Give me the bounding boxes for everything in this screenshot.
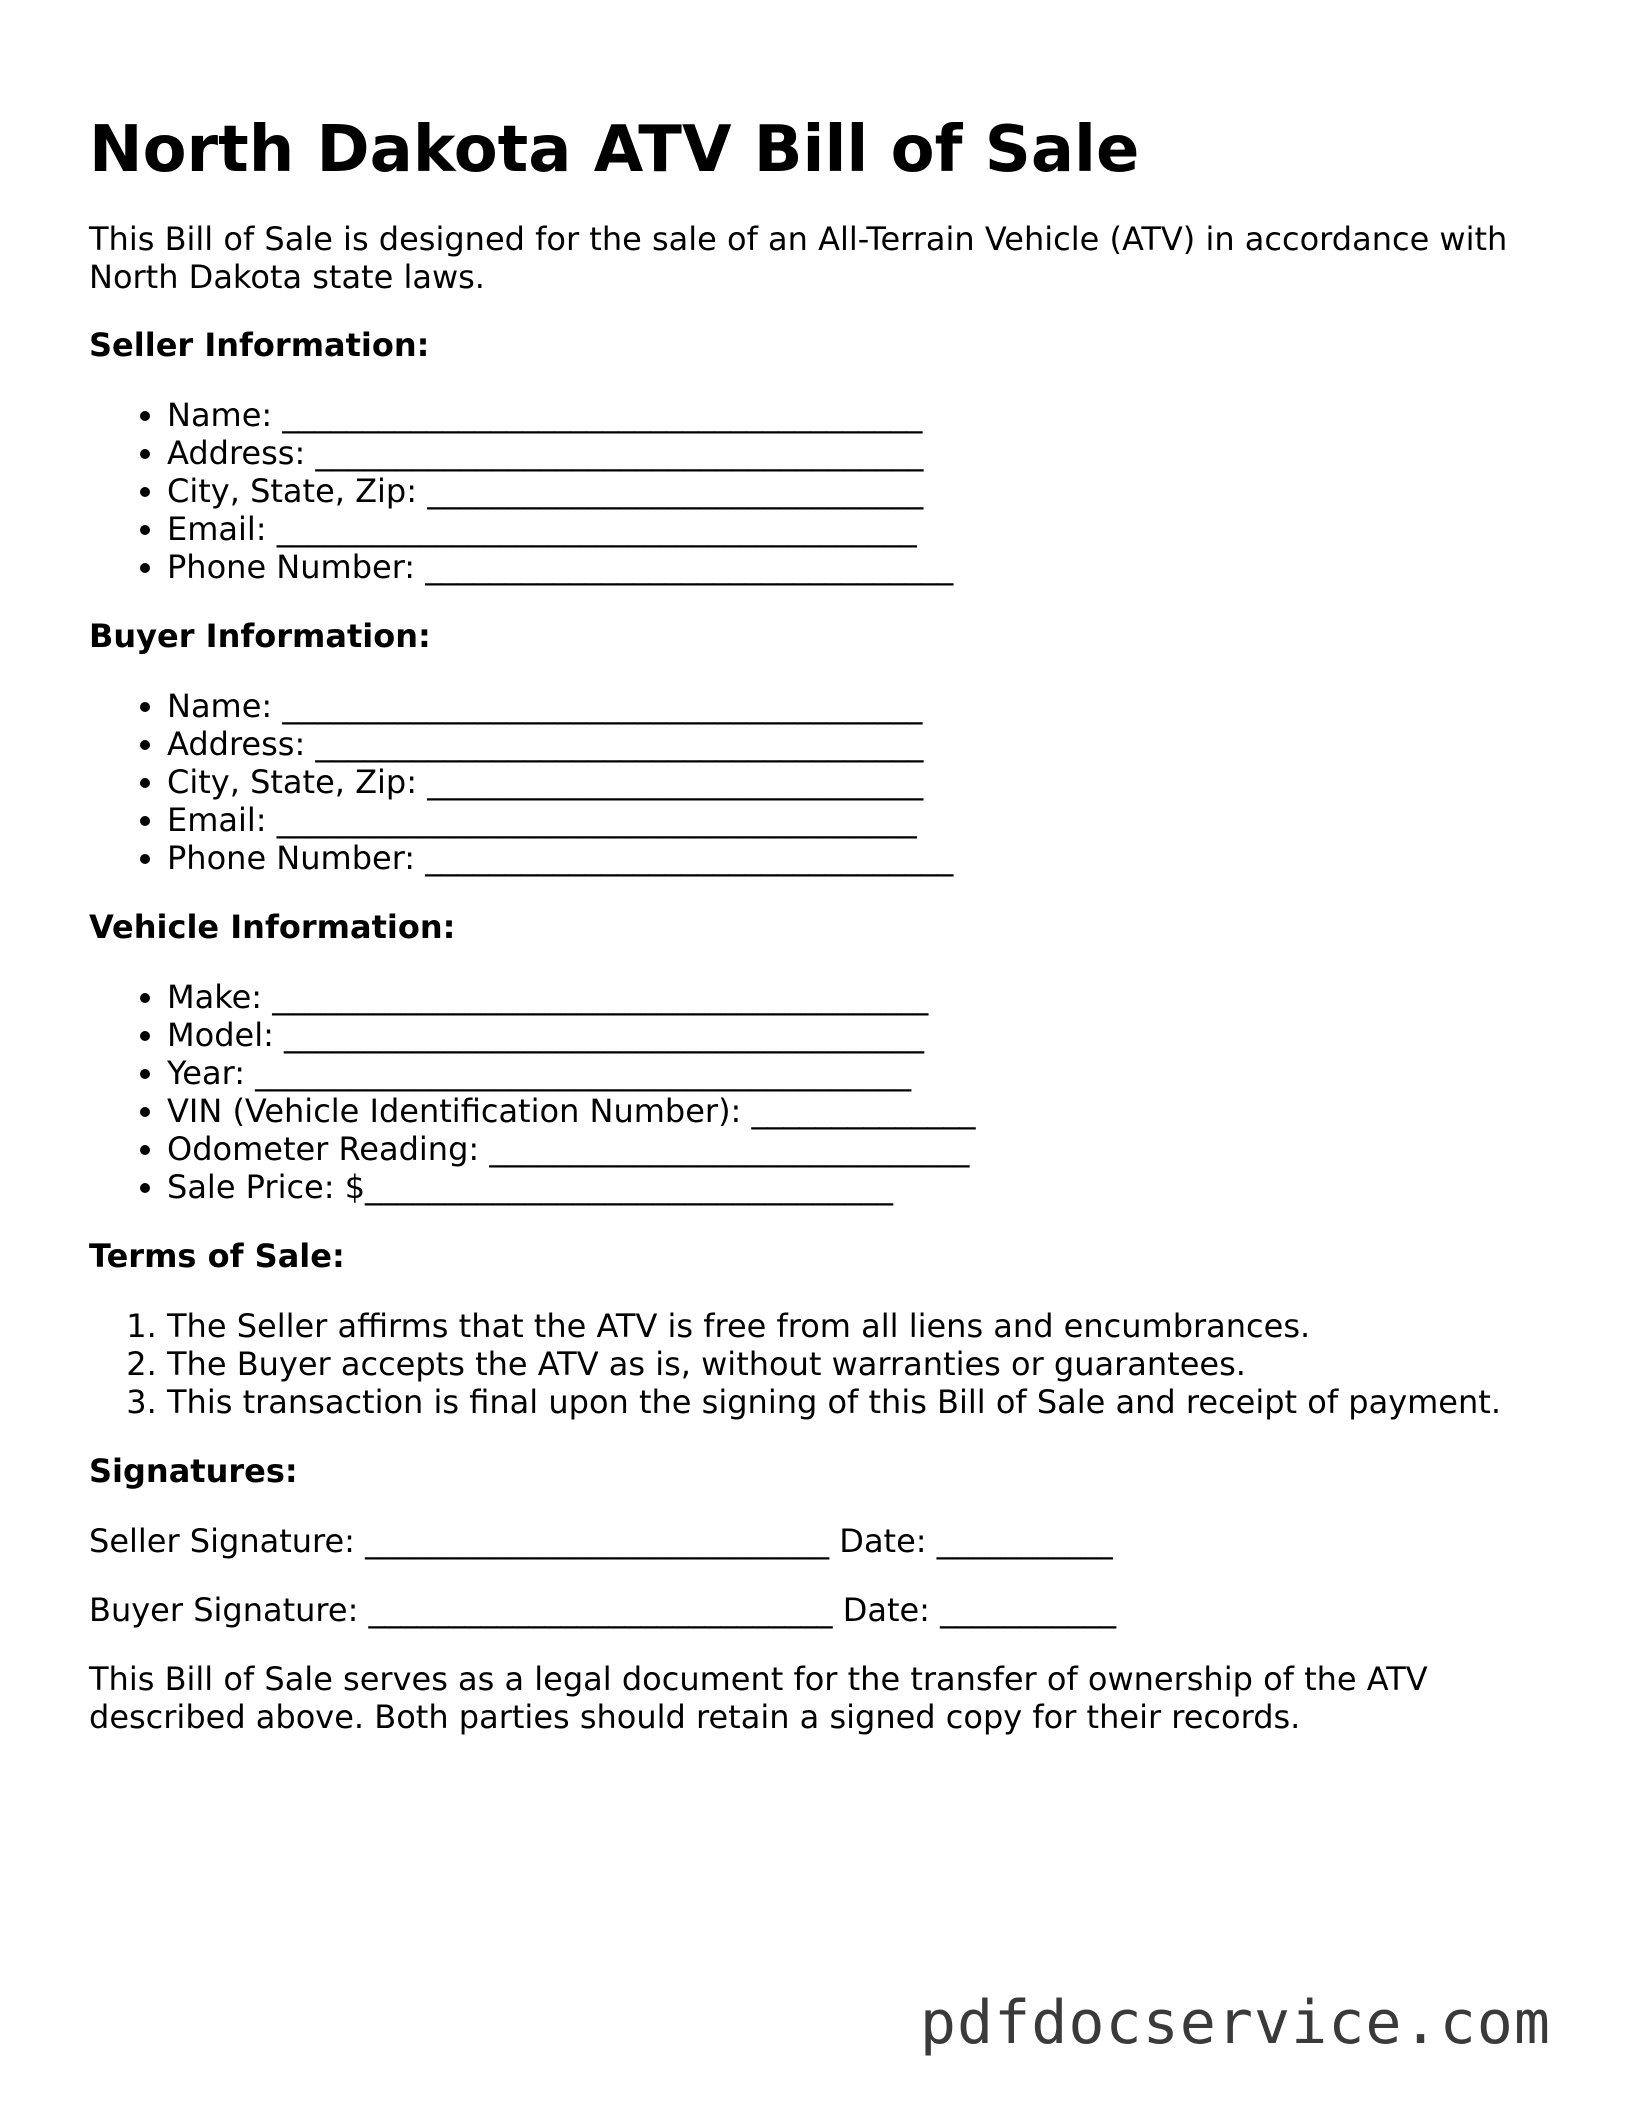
- terms-item: 2. The Buyer accepts the ATV as is, without warranties or guarantees.: [167, 1345, 1549, 1383]
- vehicle-vin-field[interactable]: • VIN (Vehicle Identification Number): ______________: [167, 1092, 1549, 1130]
- vehicle-model-field[interactable]: • Model: ________________________________________: [167, 1016, 1549, 1054]
- seller-signature-line[interactable]: Seller Signature: _____________________________ Date: ___________: [89, 1522, 1113, 1560]
- buyer-name-field[interactable]: • Name: ________________________________________: [167, 687, 1549, 725]
- document-page: [89, 110, 1549, 1736]
- terms-item: 3. This transaction is final upon the signing of this Bill of Sale and receipt of payment.: [167, 1383, 1549, 1421]
- seller-field-list: [89, 396, 1549, 586]
- seller-city-state-zip-field[interactable]: • City, State, Zip: _______________________________: [167, 472, 1549, 510]
- buyer-field-list: [89, 687, 1549, 877]
- closing-paragraph: This Bill of Sale serves as a legal document for the transfer of ownership of the ATV described above. Both parties should retain a signed copy for their records.: [89, 1660, 1428, 1736]
- vehicle-odometer-field[interactable]: • Odometer Reading: ______________________________: [167, 1130, 1549, 1168]
- seller-name-field[interactable]: • Name: ________________________________________: [167, 396, 1549, 434]
- seller-email-field[interactable]: • Email: ________________________________________: [167, 510, 1549, 548]
- terms-heading: Terms of Sale:: [89, 1237, 345, 1275]
- vehicle-sale-price-field[interactable]: • Sale Price: $_________________________________: [167, 1168, 1549, 1206]
- buyer-heading: Buyer Information:: [89, 617, 431, 655]
- buyer-city-state-zip-field[interactable]: • City, State, Zip: _______________________________: [167, 763, 1549, 801]
- buyer-signature-line[interactable]: Buyer Signature: _____________________________ Date: ___________: [89, 1591, 1117, 1629]
- seller-address-field[interactable]: • Address: ______________________________________: [167, 434, 1549, 472]
- buyer-phone-field[interactable]: • Phone Number: _________________________________: [167, 839, 1549, 877]
- watermark-text: pdfdocservice.com: [919, 1988, 1551, 2058]
- vehicle-field-list: [89, 978, 1549, 1206]
- terms-list: [89, 1307, 1549, 1421]
- intro-paragraph: This Bill of Sale is designed for the sale of an All-Terrain Vehicle (ATV) in accordance with North Dakota state laws.: [89, 220, 1508, 296]
- buyer-address-field[interactable]: • Address: ______________________________________: [167, 725, 1549, 763]
- document-title: North Dakota ATV Bill of Sale: [89, 113, 1140, 187]
- terms-item: 1. The Seller affirms that the ATV is free from all liens and encumbrances.: [167, 1307, 1549, 1345]
- buyer-email-field[interactable]: • Email: ________________________________________: [167, 801, 1549, 839]
- vehicle-heading: Vehicle Information:: [89, 908, 456, 946]
- vehicle-year-field[interactable]: • Year: _________________________________________: [167, 1054, 1549, 1092]
- vehicle-make-field[interactable]: • Make: _________________________________________: [167, 978, 1549, 1016]
- seller-heading: Seller Information:: [89, 326, 430, 364]
- signatures-heading: Signatures:: [89, 1452, 298, 1490]
- seller-phone-field[interactable]: • Phone Number: _________________________________: [167, 548, 1549, 586]
